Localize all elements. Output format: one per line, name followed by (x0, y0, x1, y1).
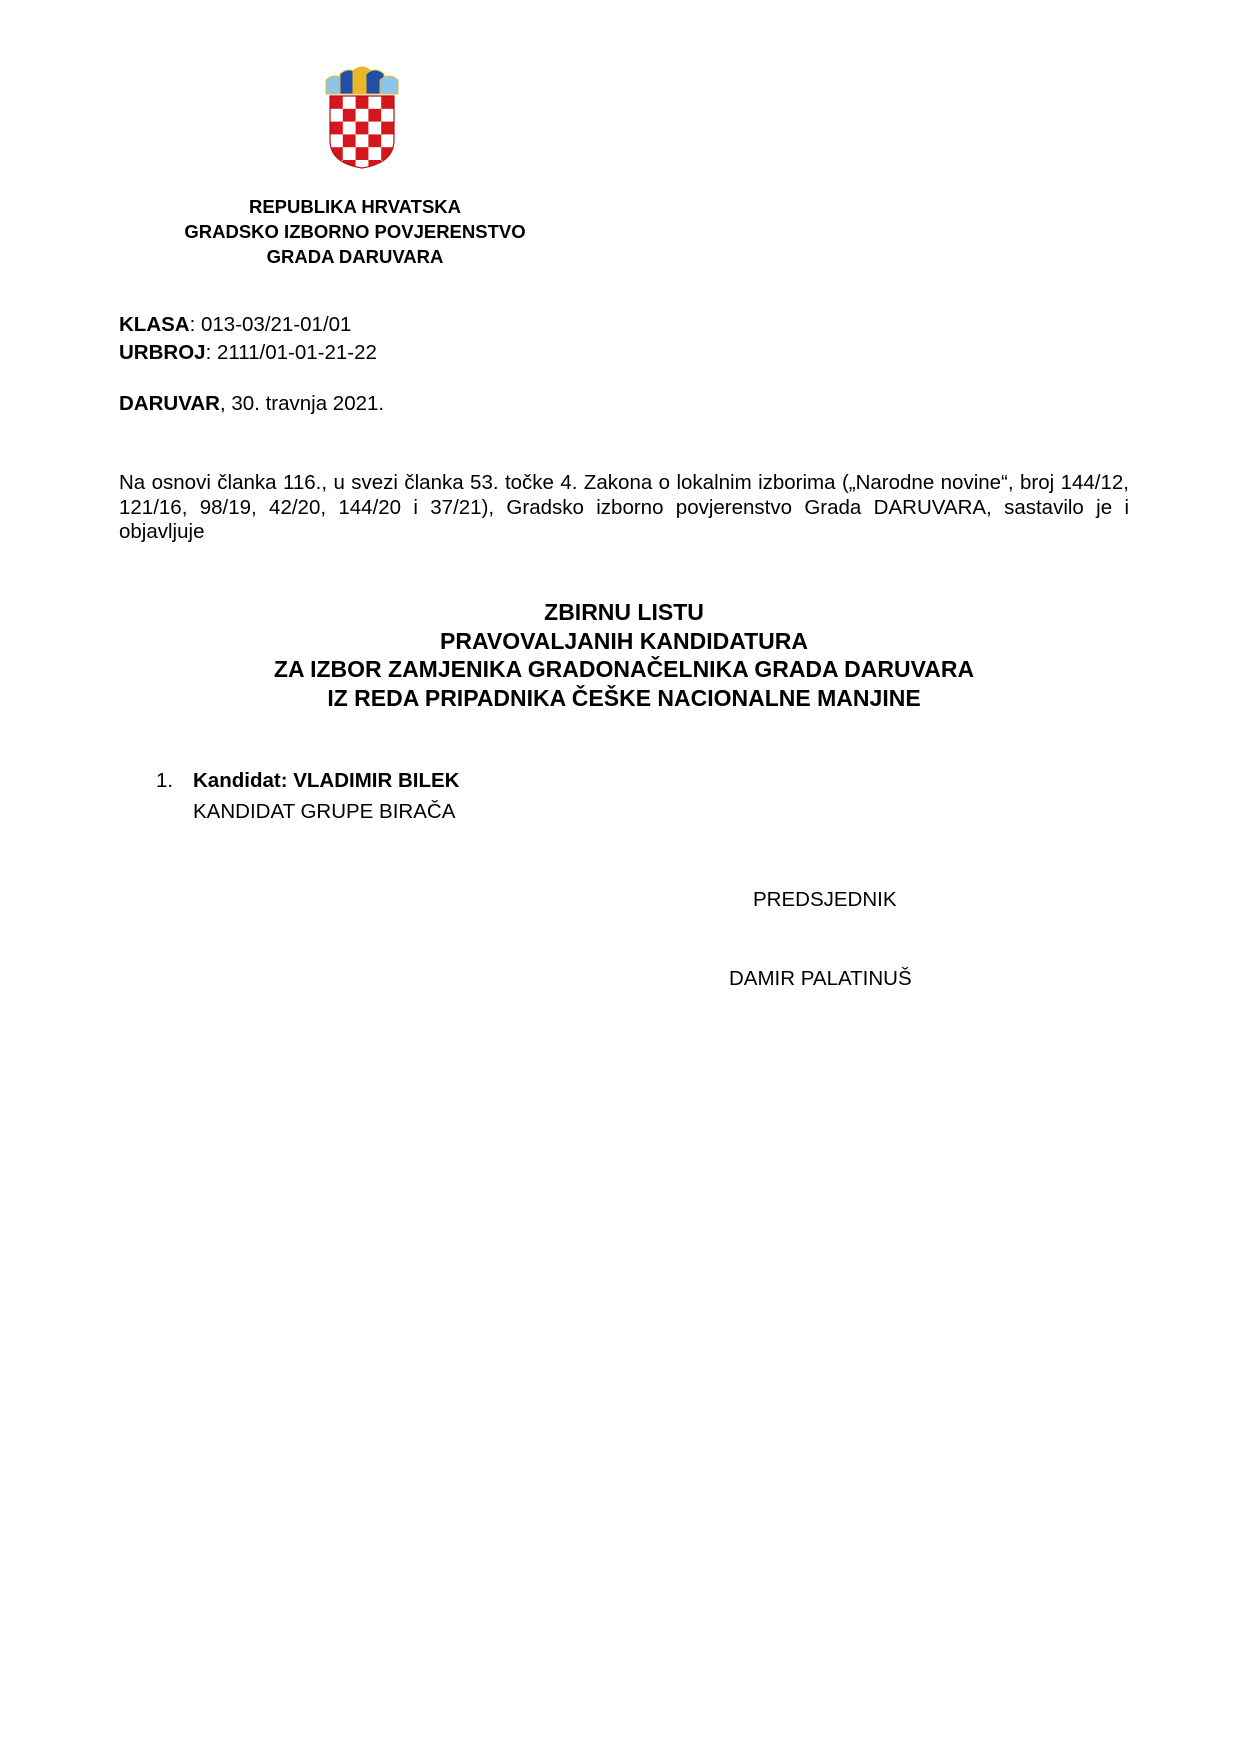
header-line-3: GRADA DARUVARA (266, 246, 444, 267)
crest-check-square (343, 109, 356, 122)
crest-check-square (368, 122, 381, 135)
crest-check-square (330, 96, 343, 109)
urbroj-value: : 2111/01-01-21-22 (205, 341, 377, 364)
klasa-value: : 013-03/21-01/01 (189, 313, 352, 336)
crest-check-square (356, 96, 369, 109)
candidate-group: KANDIDAT GRUPE BIRAČA (193, 800, 456, 823)
signature-name: DAMIR PALATINUŠ (729, 967, 912, 990)
crest-check-square (343, 96, 356, 109)
document-title (119, 598, 1129, 712)
intro-paragraph: Na osnovi članka 116., u svezi članka 53. točke 4. Zakona o lokalnim izborima („Narodne novine“, broj 144/12, 121/16, 98/19, 42/20, 144/20 i 37/21), Gradsko izborno povjerenstvo Grada DARUVARA, sastavilo je i objavljuje (119, 471, 1129, 543)
place-date-line (119, 391, 384, 416)
klasa-label: KLASA (119, 313, 190, 336)
croatian-coat-of-arms-icon (320, 62, 404, 170)
title-line-3: ZA IZBOR ZAMJENIKA GRADONAČELNIKA GRADA DARUVARA (273, 656, 975, 682)
signature-title: PREDSJEDNIK (753, 888, 897, 911)
candidate-number: 1. (156, 769, 174, 792)
crest-check-square (343, 147, 356, 160)
crest-check-square (343, 134, 356, 147)
crest-check-square (356, 122, 369, 135)
date-value: , 30. travnja 2021. (219, 392, 385, 415)
title-line-1: ZBIRNU LISTU (544, 599, 704, 625)
crest-check-square (356, 134, 369, 147)
crest-check-square (343, 122, 356, 135)
crest-check-square (381, 96, 394, 109)
crest-crown-segment (380, 76, 398, 94)
title-line-4: IZ REDA PRIPADNIKA ČEŠKE NACIONALNE MANJINE (327, 684, 921, 711)
crest-crown (326, 67, 398, 94)
crest-check-square (368, 134, 381, 147)
issuer-header (140, 194, 570, 269)
crest-check-square (356, 109, 369, 122)
candidate-name: Kandidat: VLADIMIR BILEK (193, 769, 460, 792)
place-label: DARUVAR (119, 392, 220, 415)
urbroj-line (119, 340, 377, 365)
crest-check-square (381, 109, 394, 122)
crest-check-square (381, 160, 394, 170)
crest-check-square (330, 109, 343, 122)
crest-check-square (356, 147, 369, 160)
crest-check-square (368, 96, 381, 109)
crest-check-square (381, 122, 394, 135)
crest-check-square (381, 134, 394, 147)
urbroj-label: URBROJ (119, 341, 206, 364)
header-line-2: GRADSKO IZBORNO POVJERENSTVO (184, 221, 526, 242)
crest-check-square (330, 122, 343, 135)
title-line-2: PRAVOVALJANIH KANDIDATURA (440, 627, 808, 654)
header-line-1: REPUBLIKA HRVATSKA (248, 196, 462, 217)
crest-check-square (330, 134, 343, 147)
crest-check-square (368, 109, 381, 122)
crest-check-square (368, 147, 381, 160)
klasa-line (119, 312, 351, 337)
